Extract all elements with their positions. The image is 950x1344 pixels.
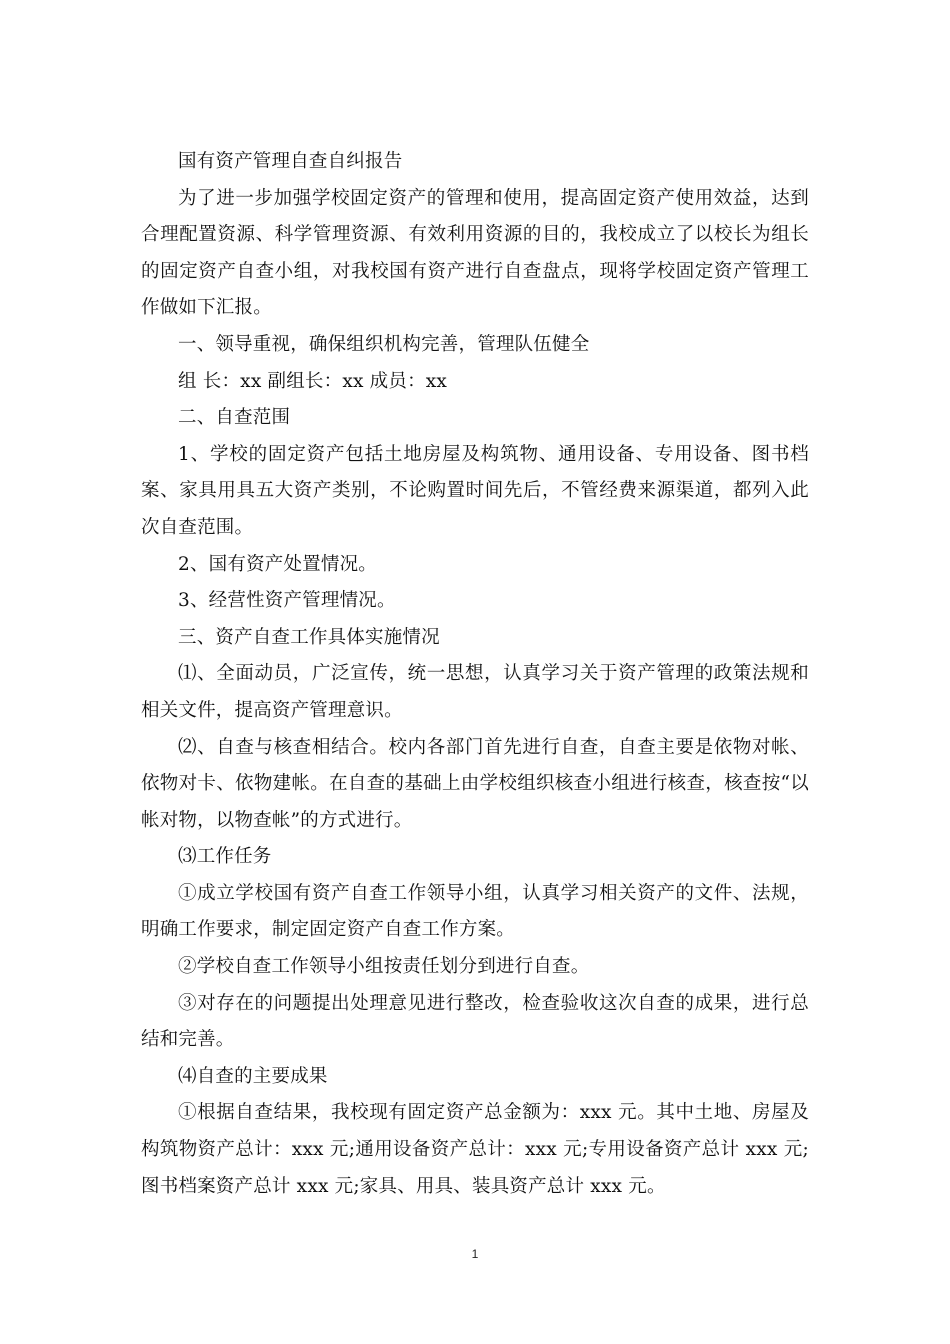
task-item-1: ①成立学校国有资产自查工作领导小组，认真学习相关资产的文件、法规，明确工作要求，制定固定资产自查工作方案。 [141, 882, 809, 941]
subheading-results: ⑷自查的主要成果 [178, 1065, 328, 1087]
document-body [141, 144, 809, 1205]
team-members-line: 组 长：xx 副组长：xx 成员：xx [178, 370, 448, 392]
scope-item-2: 2、国有资产处置情况。 [178, 553, 377, 575]
implementation-item-1: ⑴、全面动员，广泛宣传，统一思想，认真学习关于资产管理的政策法规和相关文件，提高资产管理意识。 [141, 663, 809, 721]
page-number: 1 [471, 1247, 479, 1261]
scope-item-3: 3、经营性资产管理情况。 [178, 590, 396, 612]
subheading-tasks: ⑶工作任务 [178, 846, 272, 868]
task-item-3: ③对存在的问题提出处理意见进行整改，检查验收这次自查的成果，进行总结和完善。 [141, 992, 809, 1051]
section-heading-leadership: 一、领导重视，确保组织机构完善，管理队伍健全 [178, 333, 590, 355]
intro-paragraph: 为了进一步加强学校固定资产的管理和使用，提高固定资产使用效益，达到合理配置资源、科学管理资源、有效利用资源的目的，我校成立了以校长为组长的固定资产自查小组，对我校国有资产进行自查盘点，现将学校固定资产管理工作做如下汇报。 [141, 187, 809, 319]
section-heading-scope: 二、自查范围 [178, 407, 291, 429]
section-heading-implementation: 三、资产自查工作具体实施情况 [178, 626, 440, 648]
implementation-item-2: ⑵、自查与核查相结合。校内各部门首先进行自查，自查主要是依物对帐、依物对卡、依物建帐。在自查的基础上由学校组织核查小组进行核查，核查按“以帐对物，以物查帐”的方式进行。 [141, 736, 809, 831]
task-item-2: ②学校自查工作领导小组按责任划分到进行自查。 [178, 956, 590, 978]
results-item-1: ①根据自查结果，我校现有固定资产总金额为：xxx 元。其中土地、房屋及构筑物资产总计：xxx 元;通用设备资产总计：xxx 元;专用设备资产总计 xxx 元;图书档案资产总计 xxx 元;家具、用具、装具资产总计 xxx 元。 [141, 1102, 809, 1197]
scope-item-1: 1、学校的固定资产包括土地房屋及构筑物、通用设备、专用设备、图书档案、家具用具五大资产类别，不论购置时间先后，不管经费来源渠道，都列入此次自查范围。 [141, 443, 809, 538]
document-title: 国有资产管理自查自纠报告 [178, 151, 403, 172]
